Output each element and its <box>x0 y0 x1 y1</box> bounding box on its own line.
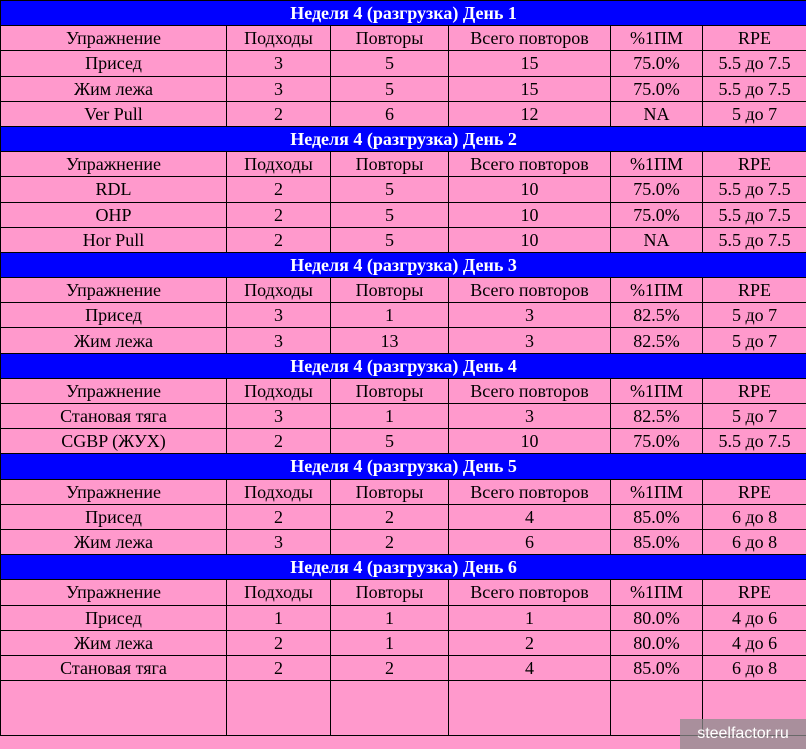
column-header: Подходы <box>227 26 331 51</box>
day-header-row <box>1 555 806 580</box>
column-header: Подходы <box>227 580 331 605</box>
table-cell: 5 <box>331 429 449 454</box>
day-header-row <box>1 1 806 26</box>
table-cell: 1 <box>227 605 331 630</box>
column-header: Повторы <box>331 580 449 605</box>
table-cell: 6 до 8 <box>703 655 806 680</box>
table-cell: 4 до 6 <box>703 630 806 655</box>
workout-table-body <box>1 1 806 736</box>
table-cell: 3 <box>227 529 331 554</box>
column-header-row <box>1 479 806 504</box>
table-cell: 13 <box>331 328 449 353</box>
table-cell: 5 <box>331 202 449 227</box>
table-cell: 2 <box>449 630 611 655</box>
column-header: Упражнение <box>1 378 227 403</box>
table-cell: 5 до 7 <box>703 101 806 126</box>
table-cell: 15 <box>449 76 611 101</box>
table-cell: 85.0% <box>611 655 703 680</box>
column-header: Всего повторов <box>449 580 611 605</box>
table-cell: 5 до 7 <box>703 303 806 328</box>
exercise-row <box>1 655 806 680</box>
column-header: RPE <box>703 378 806 403</box>
table-cell: 2 <box>227 227 331 252</box>
column-header: Упражнение <box>1 278 227 303</box>
table-cell: 5.5 до 7.5 <box>703 177 806 202</box>
day-header-row <box>1 252 806 277</box>
day-header-row <box>1 126 806 151</box>
table-cell: 5 до 7 <box>703 404 806 429</box>
table-cell: 75.0% <box>611 177 703 202</box>
table-cell: Жим лежа <box>1 529 227 554</box>
table-cell: Жим лежа <box>1 76 227 101</box>
column-header: %1ПМ <box>611 26 703 51</box>
column-header: Упражнение <box>1 26 227 51</box>
table-cell: Присед <box>1 303 227 328</box>
exercise-row <box>1 404 806 429</box>
day-title: Неделя 4 (разгрузка) День 1 <box>1 1 806 26</box>
column-header: Повторы <box>331 26 449 51</box>
table-cell: Hor Pull <box>1 227 227 252</box>
exercise-row <box>1 529 806 554</box>
column-header: RPE <box>703 152 806 177</box>
table-cell: 10 <box>449 177 611 202</box>
table-cell: 3 <box>449 404 611 429</box>
column-header: Всего повторов <box>449 152 611 177</box>
table-cell: 3 <box>449 328 611 353</box>
table-cell: NA <box>611 101 703 126</box>
table-cell: 5.5 до 7.5 <box>703 429 806 454</box>
table-cell: 10 <box>449 202 611 227</box>
table-cell: 1 <box>331 630 449 655</box>
column-header: Подходы <box>227 278 331 303</box>
empty-cell <box>227 681 331 736</box>
table-cell: 85.0% <box>611 504 703 529</box>
table-cell: 80.0% <box>611 630 703 655</box>
table-cell: 1 <box>331 605 449 630</box>
column-header: RPE <box>703 278 806 303</box>
table-cell: Присед <box>1 51 227 76</box>
table-cell: 5 <box>331 51 449 76</box>
day-title: Неделя 4 (разгрузка) День 2 <box>1 126 806 151</box>
column-header: RPE <box>703 580 806 605</box>
column-header: Повторы <box>331 479 449 504</box>
column-header: Подходы <box>227 152 331 177</box>
column-header: Подходы <box>227 479 331 504</box>
exercise-row <box>1 177 806 202</box>
exercise-row <box>1 328 806 353</box>
table-cell: 5.5 до 7.5 <box>703 202 806 227</box>
exercise-row <box>1 605 806 630</box>
exercise-row <box>1 51 806 76</box>
day-title: Неделя 4 (разгрузка) День 3 <box>1 252 806 277</box>
exercise-row <box>1 303 806 328</box>
column-header: %1ПМ <box>611 580 703 605</box>
table-cell: Ver Pull <box>1 101 227 126</box>
table-cell: 5 <box>331 76 449 101</box>
watermark: steelfactor.ru <box>680 719 806 749</box>
table-cell: 6 до 8 <box>703 529 806 554</box>
column-header: Всего повторов <box>449 26 611 51</box>
table-cell: 3 <box>449 303 611 328</box>
table-cell: 2 <box>227 630 331 655</box>
day-title: Неделя 4 (разгрузка) День 4 <box>1 353 806 378</box>
exercise-row <box>1 630 806 655</box>
table-cell: 4 <box>449 504 611 529</box>
table-cell: 6 до 8 <box>703 504 806 529</box>
table-cell: 5 до 7 <box>703 328 806 353</box>
table-cell: 6 <box>449 529 611 554</box>
exercise-row <box>1 202 806 227</box>
column-header: Всего повторов <box>449 278 611 303</box>
exercise-row <box>1 429 806 454</box>
table-cell: Становая тяга <box>1 404 227 429</box>
table-cell: 5 <box>331 177 449 202</box>
day-title: Неделя 4 (разгрузка) День 5 <box>1 454 806 479</box>
exercise-row <box>1 101 806 126</box>
table-cell: 82.5% <box>611 328 703 353</box>
table-cell: 3 <box>227 51 331 76</box>
table-cell: Жим лежа <box>1 630 227 655</box>
empty-cell <box>331 681 449 736</box>
table-cell: 2 <box>331 529 449 554</box>
column-header: RPE <box>703 479 806 504</box>
table-cell: NA <box>611 227 703 252</box>
table-cell: 4 до 6 <box>703 605 806 630</box>
column-header: Повторы <box>331 278 449 303</box>
table-cell: 12 <box>449 101 611 126</box>
table-cell: 75.0% <box>611 51 703 76</box>
table-cell: 6 <box>331 101 449 126</box>
column-header-row <box>1 278 806 303</box>
table-cell: 10 <box>449 429 611 454</box>
column-header: Всего повторов <box>449 479 611 504</box>
table-cell: 3 <box>227 303 331 328</box>
table-cell: Присед <box>1 605 227 630</box>
column-header: Упражнение <box>1 580 227 605</box>
exercise-row <box>1 227 806 252</box>
table-cell: OHP <box>1 202 227 227</box>
table-cell: 75.0% <box>611 202 703 227</box>
table-cell: 1 <box>331 404 449 429</box>
table-cell: 75.0% <box>611 76 703 101</box>
table-cell: CGBP (ЖУХ) <box>1 429 227 454</box>
exercise-row <box>1 76 806 101</box>
table-cell: 2 <box>227 177 331 202</box>
column-header: %1ПМ <box>611 378 703 403</box>
exercise-row <box>1 504 806 529</box>
column-header-row <box>1 152 806 177</box>
table-cell: 82.5% <box>611 404 703 429</box>
table-cell: 3 <box>227 328 331 353</box>
table-cell: 2 <box>227 655 331 680</box>
day-header-row <box>1 353 806 378</box>
column-header: %1ПМ <box>611 278 703 303</box>
empty-cell <box>1 681 227 736</box>
table-cell: 5.5 до 7.5 <box>703 227 806 252</box>
table-cell: 5.5 до 7.5 <box>703 51 806 76</box>
column-header: Подходы <box>227 378 331 403</box>
column-header: %1ПМ <box>611 152 703 177</box>
column-header: Всего повторов <box>449 378 611 403</box>
table-cell: 4 <box>449 655 611 680</box>
table-cell: 2 <box>331 504 449 529</box>
table-cell: 2 <box>227 429 331 454</box>
column-header: RPE <box>703 26 806 51</box>
table-cell: 5 <box>331 227 449 252</box>
column-header: Повторы <box>331 152 449 177</box>
table-cell: 1 <box>331 303 449 328</box>
column-header: Упражнение <box>1 152 227 177</box>
day-header-row <box>1 454 806 479</box>
table-cell: 82.5% <box>611 303 703 328</box>
table-cell: 2 <box>227 202 331 227</box>
column-header: Упражнение <box>1 479 227 504</box>
table-cell: 2 <box>331 655 449 680</box>
table-cell: RDL <box>1 177 227 202</box>
column-header-row <box>1 26 806 51</box>
table-cell: 2 <box>227 504 331 529</box>
table-cell: 2 <box>227 101 331 126</box>
table-cell: 85.0% <box>611 529 703 554</box>
table-cell: 15 <box>449 51 611 76</box>
column-header: %1ПМ <box>611 479 703 504</box>
table-cell: 5.5 до 7.5 <box>703 76 806 101</box>
column-header-row <box>1 378 806 403</box>
table-cell: Становая тяга <box>1 655 227 680</box>
table-cell: 1 <box>449 605 611 630</box>
table-cell: Жим лежа <box>1 328 227 353</box>
table-cell: Присед <box>1 504 227 529</box>
table-cell: 3 <box>227 404 331 429</box>
column-header: Повторы <box>331 378 449 403</box>
table-cell: 75.0% <box>611 429 703 454</box>
day-title: Неделя 4 (разгрузка) День 6 <box>1 555 806 580</box>
table-cell: 3 <box>227 76 331 101</box>
empty-cell <box>449 681 611 736</box>
column-header-row <box>1 580 806 605</box>
table-cell: 80.0% <box>611 605 703 630</box>
table-cell: 10 <box>449 227 611 252</box>
